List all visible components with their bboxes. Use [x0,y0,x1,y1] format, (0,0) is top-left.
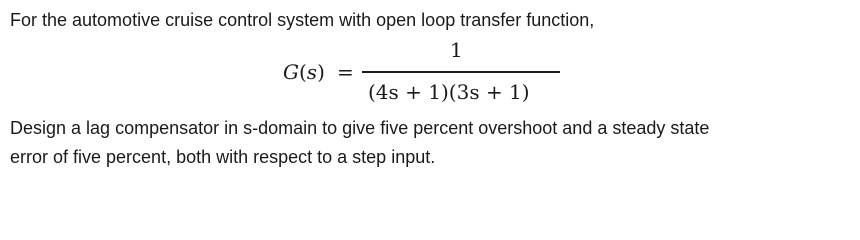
task-text-line-1: Design a lag compensator in s-domain to give five percent overshoot and a steady state [10,118,710,138]
fraction-bar [362,71,560,73]
function-symbol: G [283,60,299,84]
task-text-line-2: error of five percent, both with respect to a step input. [10,147,436,167]
equals-sign: = [337,60,354,84]
laplace-variable: s [306,60,318,84]
fraction-denominator: (4s + 1)(3s + 1) [368,80,530,104]
transfer-function-lhs [283,60,325,84]
problem-intro-text: For the automotive cruise control system with open loop transfer function, [10,10,595,30]
close-paren: ) [317,60,325,84]
fraction-numerator: 1 [450,38,463,62]
open-paren: ( [298,60,307,84]
